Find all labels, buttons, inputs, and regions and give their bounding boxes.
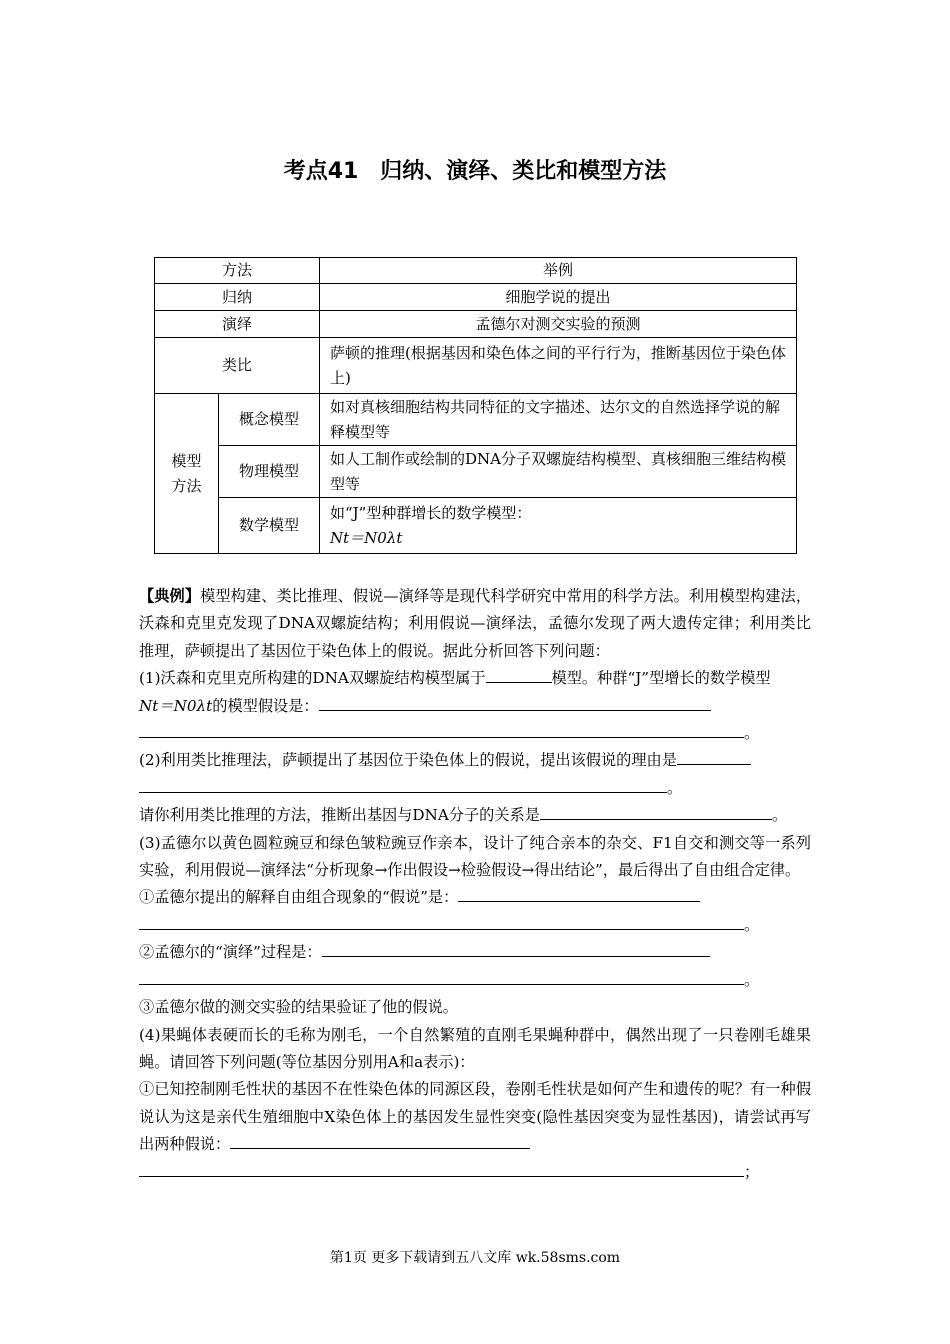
answer-blank[interactable] bbox=[139, 968, 744, 985]
question-3: (3)孟德尔以黄色圆粒豌豆和绿色皱粒豌豆作亲本，设计了纯合亲本的杂交、F1自交和测交等一系列实验，利用假说—演绎法“分析现象→作出假设→检验假设→得出结论”，最后得出了自由组合定律。 bbox=[139, 833, 811, 880]
answer-blank[interactable] bbox=[139, 721, 744, 738]
answer-blank[interactable] bbox=[458, 885, 700, 902]
table-row bbox=[155, 338, 797, 394]
header-method: 方法 bbox=[155, 258, 320, 284]
submethod-cell: 数学模型 bbox=[219, 498, 320, 554]
method-cell: 归纳 bbox=[155, 284, 320, 311]
header-example: 举例 bbox=[320, 258, 797, 284]
example-section: 【典例】模型构建、类比推理、假说—演绎等是现代科学研究中常用的科学方法。利用模型构建法，沃森和克里克发现了DNA双螺旋结构；利用假说—演绎法，孟德尔发现了两大遗传定律；利用类比推理，萨顿提出了基因位于染色体上的假说。据此分析回答下列问题： (1)沃森和克里克所构建的DNA双螺旋结构模型属于 模型。种群“J”型增长的数学模型 Nt＝N0λt的模型假设是： 。 (2)利用类比推理法，萨顿提出了基因位于染色体上的假说，提出该假说的理由是 。 请你利用类比推理的方法，推断出基因与DNA分子的关系是 。 (3)孟德尔以黄色圆粒豌豆和绿色皱粒豌豆作亲本，设计了纯合亲本的杂交、F1自交和测交等一系列实验，利用假说—演绎法“分析现象→作出假设→检验假设→得出结论”，最后得出了自由组合定律。 ①孟德尔提出的解释自由组合现象的“假说”是： 。 ②孟德尔的“演绎”过程是： 。 ③孟德尔做的测交实验的结果验证了他的假说。 (4)果蝇体表硬而长的毛称为刚毛，一个自然繁殖的直刚毛果蝇种群中，偶然出现了一只卷刚毛雄果蝇。请回答下列问题(等位基因分别用A和a表示)： ①已知控制刚毛性状的基因不在性染色体的同源区段，卷刚毛性状是如何产生和遗传的呢？有一种假说认为这是亲代生殖细胞中X染色体上的基因发生显性突变(隐性基因突变为显性基因)，请尝试再写出两种假说： ； bbox=[139, 583, 811, 1186]
formula-inline: Nt＝N0λt bbox=[139, 696, 213, 715]
intro-text: 模型构建、类比推理、假说—演绎等是现代科学研究中常用的科学方法。利用模型构建法，沃森和克里克发现了DNA双螺旋结构；利用假说—演绎法，孟德尔发现了两大遗传定律；利用类比推理，萨顿提出了基因位于染色体上的假说。据此分析回答下列问题： bbox=[139, 587, 812, 660]
page-footer: 第1页 更多下载请到五八文库 wk.58sms.com bbox=[329, 1250, 621, 1266]
page-title: 考点41 归纳、演绎、类比和模型方法 bbox=[283, 159, 667, 184]
method-cell: 类比 bbox=[155, 338, 320, 394]
answer-blank[interactable] bbox=[319, 694, 711, 711]
table-row bbox=[155, 284, 797, 311]
formula: Nt＝N0λt bbox=[330, 528, 403, 547]
submethod-cell: 概念模型 bbox=[219, 394, 320, 446]
table-row bbox=[155, 311, 797, 338]
method-cell: 演绎 bbox=[155, 311, 320, 338]
methods-table bbox=[154, 257, 797, 554]
answer-blank[interactable] bbox=[486, 666, 552, 683]
submethod-cell: 物理模型 bbox=[219, 446, 320, 498]
example-cell: 萨顿的推理(根据基因和染色体之间的平行行为，推断基因位于染色体上) bbox=[320, 338, 797, 394]
question-1-cont: Nt＝N0λt的模型假设是： bbox=[139, 693, 811, 720]
question-2b: 请你利用类比推理的方法，推断出基因与DNA分子的关系是 。 bbox=[139, 802, 811, 829]
example-cell: 孟德尔对测交实验的预测 bbox=[320, 311, 797, 338]
example-cell: 细胞学说的提出 bbox=[320, 284, 797, 311]
answer-blank[interactable] bbox=[139, 776, 667, 793]
table-row bbox=[155, 394, 797, 446]
model-method-cell: 模型方法 bbox=[155, 394, 219, 554]
example-cell: 如人工制作或绘制的DNA分子双螺旋结构模型、真核细胞三维结构模型等 bbox=[320, 446, 797, 498]
answer-blank[interactable] bbox=[230, 1132, 530, 1149]
answer-blank[interactable] bbox=[139, 1160, 744, 1177]
answer-blank[interactable] bbox=[677, 748, 751, 765]
example-cell: 如对真核细胞结构共同特征的文字描述、达尔文的自然选择学说的解释模型等 bbox=[320, 394, 797, 446]
table-row bbox=[155, 446, 797, 498]
question-2: (2)利用类比推理法，萨顿提出了基因位于染色体上的假说，提出该假说的理由是 bbox=[139, 747, 811, 774]
question-3-1: ①孟德尔提出的解释自由组合现象的“假说”是： bbox=[139, 884, 811, 911]
question-3-3: ③孟德尔做的测交实验的结果验证了他的假说。 bbox=[139, 998, 458, 1017]
table-header-row bbox=[155, 258, 797, 284]
answer-blank[interactable] bbox=[540, 803, 772, 820]
table-row bbox=[155, 498, 797, 554]
question-4: (4)果蝇体表硬而长的毛称为刚毛，一个自然繁殖的直刚毛果蝇种群中，偶然出现了一只卷刚毛雄果蝇。请回答下列问题(等位基因分别用A和a表示)： bbox=[139, 1025, 811, 1071]
question-1: (1)沃森和克里克所构建的DNA双螺旋结构模型属于 模型。种群“J”型增长的数学模型 bbox=[139, 665, 811, 692]
answer-blank[interactable] bbox=[139, 913, 744, 930]
example-intro bbox=[139, 583, 811, 665]
question-4-1: ①已知控制刚毛性状的基因不在性染色体的同源区段，卷刚毛性状是如何产生和遗传的呢？有一种假说认为这是亲代生殖细胞中X染色体上的基因发生显性突变(隐性基因突变为显性基因)，请尝试再写出两种假说： bbox=[139, 1080, 811, 1154]
answer-blank[interactable] bbox=[322, 940, 710, 957]
example-label: 【典例】 bbox=[139, 587, 201, 605]
example-cell bbox=[320, 498, 797, 554]
question-3-2: ②孟德尔的“演绎”过程是： bbox=[139, 939, 811, 966]
math-model-text: 如“J”型种群增长的数学模型： bbox=[330, 503, 532, 522]
